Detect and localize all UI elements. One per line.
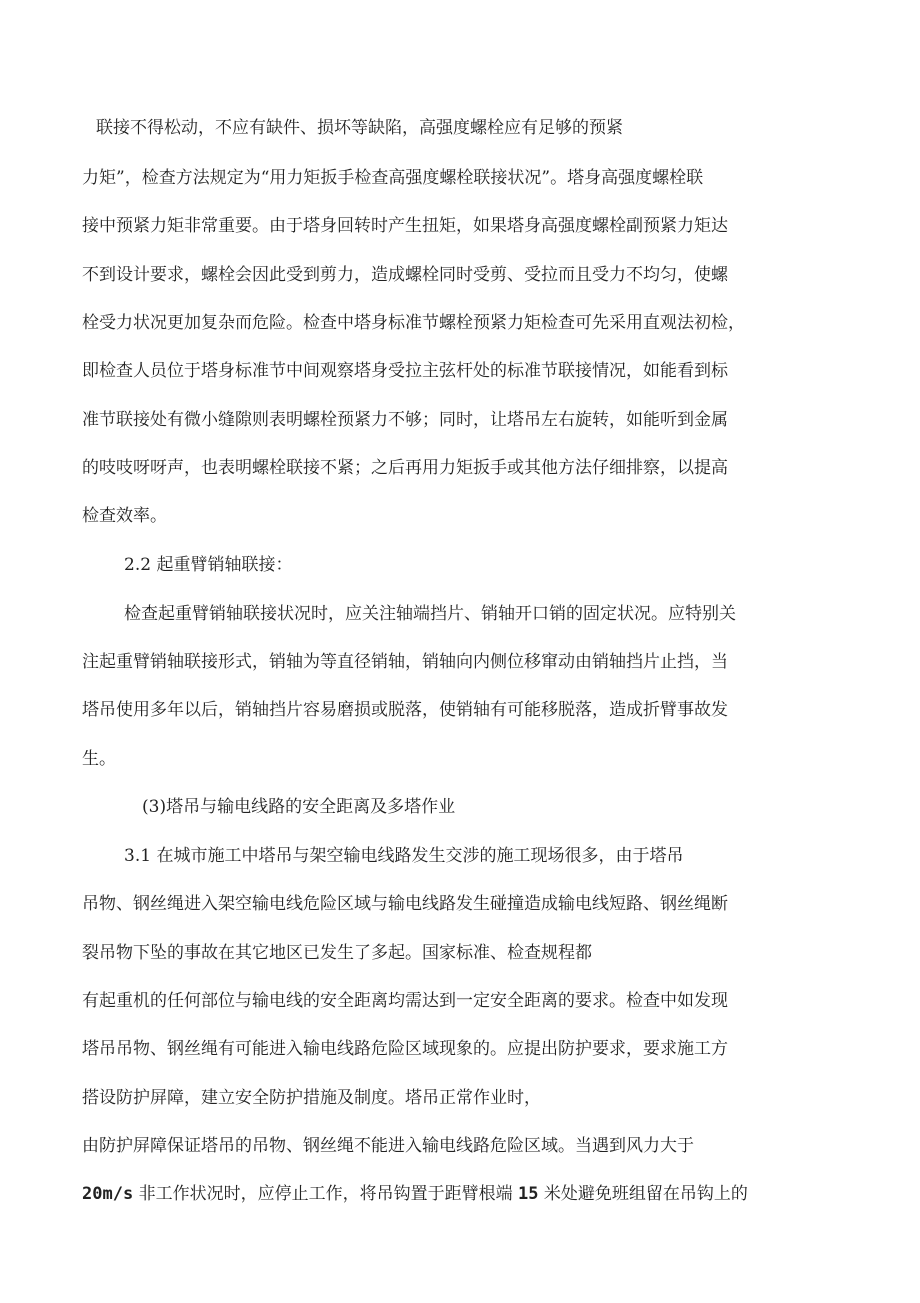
- text-line: 即检查人员位于塔身标准节中间观察塔身受拉主弦杆处的标准节联接情况，如能看到标: [82, 361, 728, 381]
- text-fragment: 米处避免班组留在吊钩上的: [538, 1184, 748, 1204]
- distance-value: 15: [518, 1184, 539, 1204]
- section-heading: 2.2 起重臂销轴联接：: [124, 555, 293, 575]
- section-heading: (3)塔吊与输电线路的安全距离及多塔作业: [142, 797, 456, 817]
- text-line: 栓受力状况更加复杂而危险。检查中塔身标准节螺栓预紧力矩检查可先采用直观法初检，: [82, 313, 745, 333]
- text-line: 生。: [82, 749, 116, 769]
- text-line: 不到设计要求，螺栓会因此受到剪力，造成螺栓同时受剪、受拉而且受力不均匀，使螺: [82, 265, 728, 285]
- text-line: 裂吊物下坠的事故在其它地区已发生了多起。国家标准、检查规程都: [82, 943, 592, 963]
- text-line: 由防护屏障保证塔吊的吊物、钢丝绳不能进入输电线路危险区域。当遇到风力大于: [82, 1136, 694, 1156]
- text-line: 注起重臂销轴联接形式，销轴为等直径销轴，销轴向内侧位移窜动由销轴挡片止挡，当: [82, 652, 728, 672]
- text-line: 检查起重臂销轴联接状况时，应关注轴端挡片、销轴开口销的固定状况。应特别关: [124, 604, 736, 624]
- text-line: 搭设防护屏障，建立安全防护措施及制度。塔吊正常作业时，: [82, 1088, 541, 1108]
- text-line: 3.1 在城市施工中塔吊与架空输电线路发生交涉的施工现场很多，由于塔吊: [124, 846, 684, 866]
- text-line: 的吱吱呀呀声，也表明螺栓联接不紧；之后再用力矩扳手或其他方法仔细排察，以提高: [82, 458, 728, 478]
- text-line: 吊物、钢丝绳进入架空输电线危险区域与输电线路发生碰撞造成输电线短路、钢丝绳断: [82, 894, 728, 914]
- text-line: 塔吊使用多年以后，销轴挡片容易磨损或脱落，使销轴有可能移脱落，造成折臂事故发: [82, 700, 728, 720]
- text-line: [82, 1184, 748, 1204]
- text-line: 接中预紧力矩非常重要。由于塔身回转时产生扭矩，如果塔身高强度螺栓副预紧力矩达: [82, 216, 728, 236]
- text-line: 塔吊吊物、钢丝绳有可能进入输电线路危险区域现象的。应提出防护要求，要求施工方: [82, 1039, 728, 1059]
- text-line: 有起重机的任何部位与输电线的安全距离均需达到一定安全距离的要求。检查中如发现: [82, 991, 728, 1011]
- text-line: 检查效率。: [82, 506, 167, 526]
- text-line: 联接不得松动，不应有缺件、损坏等缺陷，高强度螺栓应有足够的预紧: [96, 118, 623, 138]
- text-fragment: 非工作状况时，应停止工作，将吊钩置于距臂根端: [133, 1184, 518, 1204]
- text-line: 准节联接处有微小缝隙则表明螺栓预紧力不够；同时，让塔吊左右旋转，如能听到金属: [82, 410, 728, 430]
- text-line: 力矩”，检查方法规定为“用力矩扳手检查高强度螺栓联接状况”。塔身高强度螺栓联: [82, 168, 704, 188]
- wind-speed-value: 20m/s: [82, 1184, 134, 1204]
